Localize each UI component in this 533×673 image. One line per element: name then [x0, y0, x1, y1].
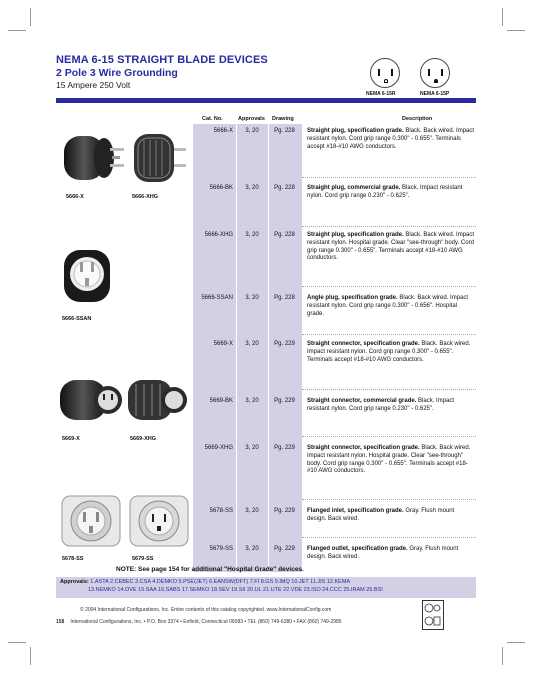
title-divider [56, 98, 476, 103]
cat-number: 5666-XHG [204, 232, 233, 238]
description-text: Gray. Flush mount design. Back wired. [307, 508, 455, 522]
table-shaded-columns [193, 124, 302, 572]
description [307, 232, 475, 263]
cat-number: 5666-X [213, 128, 233, 134]
crop-mark [507, 642, 525, 643]
row-divider [302, 177, 476, 178]
description-text: Gray. Flush mount design. Back wired. [307, 546, 459, 560]
footer [56, 619, 342, 625]
drawing-ref: Pg. 228 [274, 128, 295, 134]
approvals-line-1 [60, 578, 472, 586]
product-label: 5669-X [62, 436, 80, 442]
approvals-value: 3, 20 [245, 445, 259, 451]
description-title: Straight plug, commercial grade. [307, 185, 401, 191]
description-text: Black. Back wired. Impact resistant nylon. Hospital grade. Clear "see-through" body. Cord grip range 0.300" - 0.655". Terminals accept #18-#10 AWG conductors. [307, 445, 471, 475]
approvals-value: 3, 20 [245, 546, 259, 552]
row-divider [302, 286, 476, 287]
connector-5669-x-image [58, 372, 124, 428]
drawing-ref: Pg. 228 [274, 295, 295, 301]
col-header-description: Description [402, 116, 433, 122]
description [307, 185, 475, 201]
crop-mark [507, 30, 525, 31]
page-title: NEMA 6-15 STRAIGHT BLADE DEVICES [56, 54, 268, 66]
certification-marks-icon [422, 600, 444, 630]
approvals-value: 3, 20 [245, 232, 259, 238]
receptacle-face-icon [370, 58, 400, 88]
col-header-drawing: Drawing [272, 116, 294, 122]
description [307, 341, 475, 364]
row-divider [302, 389, 476, 390]
col-header-cat: Cat. No. [202, 116, 223, 122]
drawing-ref: Pg. 229 [274, 341, 295, 347]
description-title: Straight plug, specification grade. [307, 128, 404, 134]
description [307, 508, 475, 524]
description-title: Straight connector, specification grade. [307, 341, 420, 347]
description-text: Black. Impact resistant nylon. Cord grip range 0.230" - 0.625". [307, 398, 455, 412]
description-text: Black. Back wired. Impact resistant nylon. Cord grip range 0.300" - 0.656". Hospital grade. [307, 295, 469, 317]
product-label: 5666-XHG [132, 194, 158, 200]
drawing-ref: Pg. 229 [274, 445, 295, 451]
crop-mark [8, 642, 26, 643]
page-subtitle: 2 Pole 3 Wire Grounding [56, 67, 178, 79]
approvals-value: 3, 20 [245, 128, 259, 134]
description-title: Angle plug, specification grade. [307, 295, 398, 301]
description-title: Straight plug, specification grade. [307, 232, 404, 238]
drawing-ref: Pg. 228 [274, 232, 295, 238]
description [307, 546, 475, 562]
crop-mark [30, 647, 31, 665]
page-number: 158 [56, 619, 65, 625]
approvals-legend [56, 577, 476, 598]
outlet-5679-ss-image [128, 492, 190, 550]
product-label: 5666-X [66, 194, 84, 200]
product-label: 5679-SS [132, 556, 154, 562]
approvals-label: Approvals: [60, 579, 89, 585]
plug-5666-x-image [58, 128, 126, 188]
approvals-value: 3, 20 [245, 508, 259, 514]
product-label: 5678-SS [62, 556, 84, 562]
crop-mark [30, 8, 31, 26]
cat-number: 5666-BK [209, 185, 233, 191]
approvals-value: 3, 20 [245, 295, 259, 301]
description-text: Black. Back wired. Impact resistant nylon. Cord grip range 0.300" - 0.655". Terminals accept #18-#10 AWG conductors. [307, 341, 471, 363]
drawing-ref: Pg. 229 [274, 508, 295, 514]
description [307, 398, 475, 414]
description-text: Black. Back wired. Impact resistant nylon. Hospital grade. Clear "see-through" body. Cord grip range 0.300" - 0.655". Terminals accept #18-#10 AWG conductors. [307, 232, 475, 262]
col-header-approvals: Approvals [238, 116, 265, 122]
product-label: 5666-SSAN [62, 316, 92, 322]
plug-face-icon [420, 58, 450, 88]
drawing-ref: Pg. 229 [274, 398, 295, 404]
approvals-list: 1.ASTA 2.CEBEC 3.CSA 4.DEMKO 5.PSE(JET) 6.EANSW(DFT) 7.FI 8.GS 9.IMQ 10.JET 11.JIS 12.KEMA [90, 579, 351, 585]
approvals-value: 3, 20 [245, 398, 259, 404]
approvals-value: 3, 20 [245, 185, 259, 191]
inlet-5678-ss-image [58, 492, 124, 550]
row-divider [302, 226, 476, 227]
hospital-grade-note: NOTE: See page 154 for additional "Hospital Grade" devices. [116, 566, 304, 573]
row-divider [302, 499, 476, 500]
cat-number: 5678-SS [209, 508, 233, 514]
drawing-ref: Pg. 229 [274, 546, 295, 552]
description-text: Black. Back wired. Impact resistant nylon. Cord grip range 0.300" - 0.655". Terminals accept #18-#10 AWG conductors. [307, 128, 475, 150]
plug-5666-xhg-image [128, 128, 188, 190]
description-title: Flanged outlet, specification grade. [307, 546, 408, 552]
description [307, 445, 475, 476]
cat-number: 5669-BK [209, 398, 233, 404]
column-divider [236, 124, 237, 572]
nema-plug-label: NEMA 6-15P [420, 91, 450, 97]
row-divider [302, 436, 476, 437]
nema-receptacle-label: NEMA 6-15R [366, 91, 396, 97]
rating-text: 15 Ampere 250 Volt [56, 80, 131, 90]
description [307, 128, 475, 151]
crop-mark [8, 30, 26, 31]
approvals-value: 3, 20 [245, 341, 259, 347]
description-text: Black. Impact resistant nylon. Cord grip range 0.230" - 0.625". [307, 185, 463, 199]
product-label: 5669-XHG [130, 436, 156, 442]
cat-number: 5666-SSAN [201, 295, 233, 301]
copyright-line: © 2004 International Configurations, Inc. Entire contents of this catalog copyrighted. www.InternationalConfig.com [80, 607, 332, 613]
crop-mark [502, 8, 503, 26]
footer-contact: International Configurations, Inc. • P.O. Box 3374 • Enfield, Connecticut 06083 • TEL (860) 749-6380 • FAX (860) 749-2985 [70, 619, 342, 625]
row-divider [302, 537, 476, 538]
description-title: Straight connector, specification grade. [307, 445, 420, 451]
connector-5669-xhg-image [126, 372, 190, 428]
cat-number: 5669-XHG [204, 445, 233, 451]
description-title: Flanged inlet, specification grade. [307, 508, 404, 514]
approvals-line-2: 13.NEMKO 14.OVE 15.SAA 16.SABS 17.SEMKO 18.SEV 19.SII 20.UL 21.UTE 22.VDE 23.ISO 24.CCC 25.IRAM 26.BSI [88, 587, 383, 593]
cat-number: 5679-SS [209, 546, 233, 552]
description [307, 295, 475, 318]
plug-5666-ssan-image [60, 240, 120, 312]
cat-number: 5669-X [213, 341, 233, 347]
column-divider [268, 124, 269, 572]
row-divider [302, 334, 476, 335]
drawing-ref: Pg. 228 [274, 185, 295, 191]
crop-mark [502, 647, 503, 665]
description-title: Straight connector, commercial grade. [307, 398, 417, 404]
